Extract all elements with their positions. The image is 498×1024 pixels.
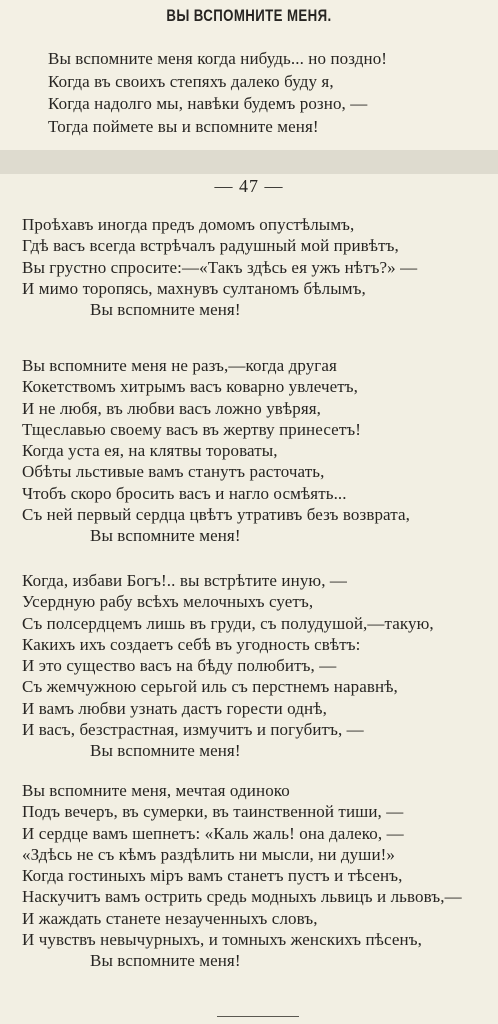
verse-line: Кокетствомъ хитрымъ васъ коварно увлечетъ, xyxy=(22,377,359,397)
verse-line: «Здѣсь не съ кѣмъ раздѣлить ни мысли, ни души!» xyxy=(22,844,396,864)
verse-line: Когда гостиныхъ міръ вамъ станетъ пустъ и тѣсенъ, xyxy=(22,866,403,886)
verse-line: И не любя, въ любви васъ ложно увѣряя, xyxy=(22,398,322,418)
verse-line: Чтобъ скоро бросить васъ и нагло осмѣять... xyxy=(22,483,347,503)
verse-line: Съ ней первый сердца цвѣтъ утративъ безъ возврата, xyxy=(22,505,410,525)
closing-rule xyxy=(217,1016,299,1017)
stanza-2 xyxy=(22,355,410,547)
verse-line: Когда въ своихъ степяхъ далеко буду я, xyxy=(48,71,334,91)
verse-line: Гдѣ васъ всегда встрѣчалъ радушный мой привѣтъ, xyxy=(22,236,399,256)
verse-line: Вы вспомните меня, мечтая одиноко xyxy=(22,781,290,800)
verse-line: Когда, избави Богъ!.. вы встрѣтите иную, — xyxy=(22,571,348,590)
verse-line: И чувствъ невычурныхъ, и томныхъ женскихъ пѣсенъ, xyxy=(22,930,422,950)
verse-line: Обѣты льстивые вамъ станутъ расточать, xyxy=(22,462,325,482)
poem-title: ВЫ ВСПОМНИТЕ МЕНЯ. xyxy=(166,6,332,25)
stanza-4 xyxy=(22,780,462,972)
verse-line: И это существо васъ на бѣду полюбитъ, — xyxy=(22,656,337,676)
verse-line: Съ полсердцемъ лишь въ груди, съ полудушой,—такую, xyxy=(22,613,434,633)
upper-page-fragment xyxy=(0,0,498,150)
verse-line: Съ жемчужною серьгой иль съ перстнемъ наравнѣ, xyxy=(22,677,398,697)
verse-line: И жаждать станете незаученныхъ словъ, xyxy=(22,908,318,928)
verse-line: Проѣхавъ иногда предъ домомъ опустѣлымъ, xyxy=(22,215,355,234)
verse-line: Усердную рабу всѣхъ мелочныхъ суетъ, xyxy=(22,592,314,612)
verse-line: Вы вспомните меня когда нибудь... но поздно! xyxy=(48,49,388,68)
stanza-1 xyxy=(22,214,417,320)
opening-stanza xyxy=(48,48,387,138)
verse-line: Наскучитъ вамъ острить средь модныхъ львицъ и львовъ,— xyxy=(22,887,462,907)
page-number: — 47 — xyxy=(214,176,284,196)
verse-line: Вы вспомните меня не разъ,—когда другая xyxy=(22,356,337,375)
verse-line: Вы грустно спросите:—«Такъ здѣсь ея ужъ нѣтъ?» — xyxy=(22,257,418,277)
refrain-line: Вы вспомните меня! xyxy=(90,741,241,761)
refrain-line: Вы вспомните меня! xyxy=(90,526,241,546)
verse-line: Тщеславью своему васъ въ жертву принесетъ! xyxy=(22,419,362,439)
page-gutter xyxy=(0,150,498,174)
verse-line: И сердце вамъ шепнетъ: «Каль жаль! она далеко, — xyxy=(22,823,404,843)
verse-line: Когда надолго мы, навѣки будемъ розно, — xyxy=(48,94,368,113)
verse-line: Тогда поймете вы и вспомните меня! xyxy=(48,116,319,136)
stanza-3 xyxy=(22,570,434,762)
verse-line: И мимо торопясь, махнувъ султаномъ бѣлымъ, xyxy=(22,278,366,298)
verse-line: Какихъ ихъ создаетъ себѣ въ угодность свѣтъ: xyxy=(22,634,361,654)
verse-line: И васъ, безстрастная, измучитъ и погубитъ, — xyxy=(22,720,364,740)
refrain-line: Вы вспомните меня! xyxy=(90,300,241,320)
verse-line: Подъ вечеръ, въ сумерки, въ таинственной тиши, — xyxy=(22,802,404,822)
verse-line: Когда уста ея, на клятвы тороваты, xyxy=(22,441,278,461)
refrain-line: Вы вспомните меня! xyxy=(90,951,241,971)
verse-line: И вамъ любви узнать дастъ горести однѣ, xyxy=(22,698,327,718)
